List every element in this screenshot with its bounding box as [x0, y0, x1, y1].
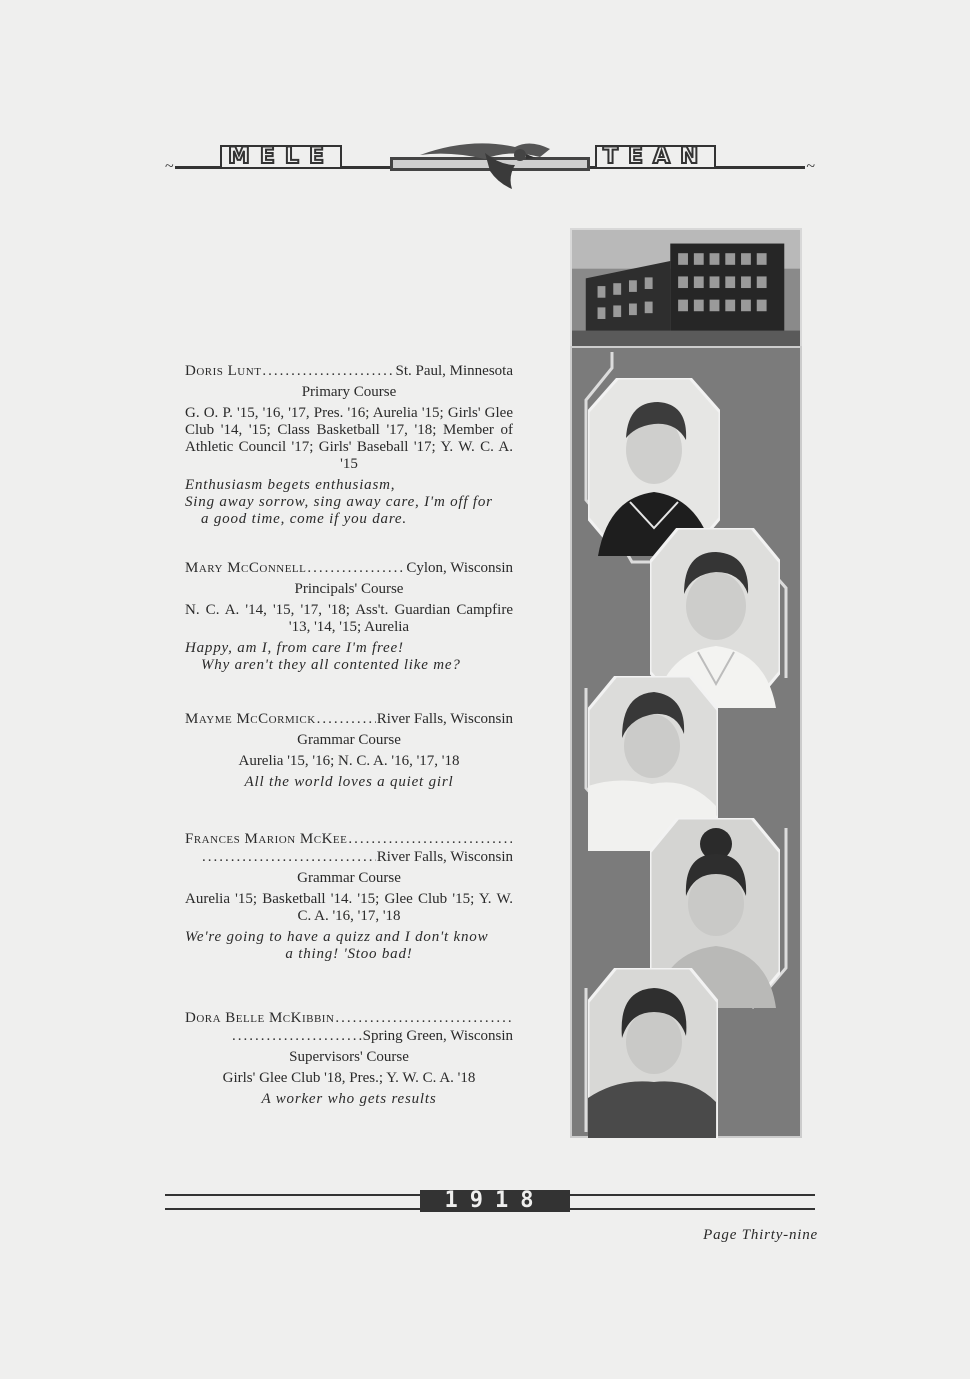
student-hometown: St. Paul, Minnesota [395, 363, 513, 379]
student-course: Primary Course [301, 384, 397, 400]
student-hometown: Cylon, Wisconsin [406, 560, 513, 576]
leader-dots [232, 1028, 362, 1045]
student-entry [185, 560, 513, 674]
name-line [185, 363, 513, 380]
title-left-word: MELE [220, 145, 342, 169]
header-banner [165, 135, 815, 195]
leader-dots [202, 849, 376, 866]
quote-line: a good time, come if you dare. [201, 511, 407, 527]
student-name: Mayme McCormick [185, 711, 316, 727]
quote-line: We're going to have a quizz and I don't know [185, 929, 489, 945]
student-quote [185, 477, 513, 528]
title-right-word: TEAN [595, 145, 716, 169]
student-quote [185, 774, 513, 791]
student-name: Mary McConnell [185, 560, 307, 576]
quote-line: Enthusiasm begets enthusiasm, [185, 477, 396, 493]
student-course: Grammar Course [297, 870, 401, 886]
student-activities: G. O. P. '15, '16, '17, Pres. '16; Aurelia '15; Girls' Glee Club '14, '15; Class Basketball '17, '18; Member of Athletic Council '17; Girls' Baseball '17; Y. W. C. A. '15 [185, 405, 513, 472]
year-label: 1918 [420, 1190, 570, 1212]
student-hometown: Spring Green, Wisconsin [362, 1028, 513, 1044]
quote-line: Sing away sorrow, sing away care, I'm off for [185, 494, 493, 510]
name-line-continued [185, 849, 513, 866]
student-entry [185, 831, 513, 963]
student-entry [185, 711, 513, 791]
leader-dots [348, 831, 512, 848]
leader-dots [317, 711, 376, 728]
photo-column [570, 228, 802, 1138]
student-activities: N. C. A. '14, '15, '17, '18; Ass't. Guardian Campfire '13, '14, '15; Aurelia [185, 602, 513, 635]
name-line [185, 711, 513, 728]
quote-line: a thing! 'Stoo bad! [285, 946, 413, 962]
footer-banner [165, 1190, 815, 1214]
student-quote [185, 929, 513, 963]
student-activities: Girls' Glee Club '18, Pres.; Y. W. C. A. '18 [222, 1070, 476, 1086]
portrait-dora-mckibbin [588, 968, 718, 1138]
eagle-emblem [390, 135, 590, 191]
student-quote [185, 1091, 513, 1108]
leader-dots [262, 363, 394, 380]
student-name: Doris Lunt [185, 363, 262, 379]
name-line [185, 1010, 513, 1027]
quote-line: A worker who gets results [261, 1091, 437, 1107]
student-hometown: River Falls, Wisconsin [376, 711, 513, 727]
student-quote [185, 640, 513, 674]
student-name: Dora Belle McKibbin [185, 1010, 335, 1026]
page-number: Page Thirty-nine [703, 1227, 818, 1243]
name-line [185, 831, 513, 848]
student-entry [185, 363, 513, 528]
quote-line: All the world loves a quiet girl [244, 774, 454, 790]
school-building-photo [570, 228, 802, 350]
student-hometown: River Falls, Wisconsin [376, 849, 513, 865]
leader-dots [335, 1010, 512, 1027]
left-scroll-ornament: ~ [165, 158, 174, 175]
student-activities: Aurelia '15; Basketball '14. '15; Glee Club '15; Y. W. C. A. '16, '17, '18 [185, 891, 513, 924]
name-line-continued [185, 1028, 513, 1045]
student-entry [185, 1010, 513, 1108]
quote-line: Why aren't they all contented like me? [201, 657, 461, 673]
student-course: Principals' Course [294, 581, 404, 597]
leader-dots [307, 560, 405, 577]
right-scroll-ornament: ~ [806, 158, 815, 175]
student-name: Frances Marion McKee [185, 831, 348, 847]
student-activities: Aurelia '15, '16; N. C. A. '16, '17, '18 [238, 753, 460, 769]
quote-line: Happy, am I, from care I'm free! [185, 640, 404, 656]
student-course: Grammar Course [297, 732, 401, 748]
student-course: Supervisors' Course [289, 1049, 409, 1065]
name-line [185, 560, 513, 577]
